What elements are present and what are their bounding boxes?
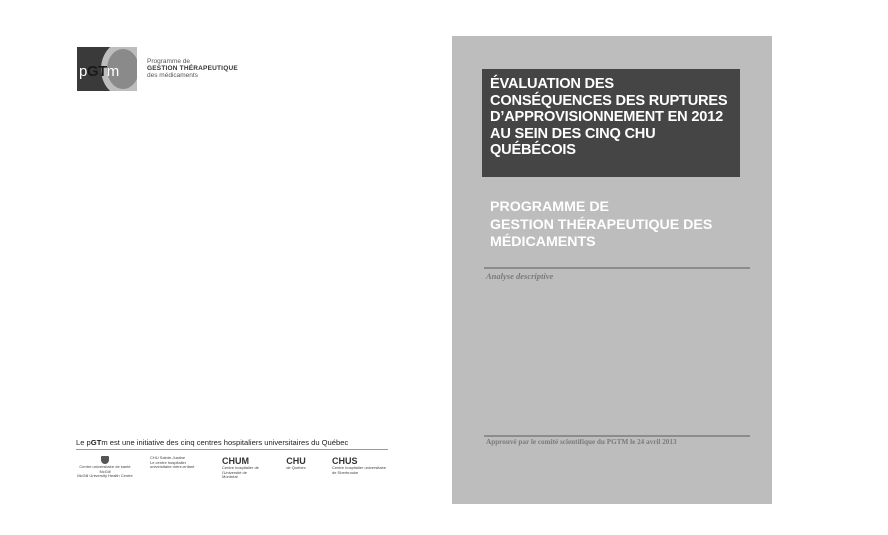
top-divider: [484, 267, 750, 269]
partner-logo-chum: CHUM Centre hospitalier de l'Université de Montréal: [222, 456, 259, 479]
analysis-type: Analyse descriptive: [486, 271, 554, 281]
report-cover: [452, 36, 772, 504]
logo-caption: [147, 58, 238, 79]
title-box: [482, 69, 740, 177]
logo-caption-line1: Programme de: [147, 58, 190, 65]
bottom-divider: [484, 435, 750, 437]
partner-logo-cusm: Centre universitaire de santé McGill McGill University Health Centre: [76, 456, 134, 482]
approval-note: Approuvé par le comité scientifique du PGTM le 24 avril 2013: [486, 438, 677, 446]
logo-caption-line3: des médicaments: [147, 72, 198, 79]
partner-logo-chus: CHUS Centre hospitalier universitaire de Sherbrooke: [332, 456, 387, 475]
partner-logo-sainte-justine: CHU Sainte-Justine Le centre hospitalier universitaire mère-enfant: [150, 455, 195, 469]
partner-logo-chu-quebec: CHU de Québec: [286, 456, 306, 470]
initiative-statement: Le pGTm est une initiative des cinq centres hospitaliers universitaires du Québec: [76, 438, 349, 447]
cusm-crest-icon: [101, 456, 109, 464]
report-title: ÉVALUATION DES CONSÉQUENCES DES RUPTURES D’APPROVISIONNEMENT EN 2012 AU SEIN DES CINQ CHU QUÉBÉCOIS: [490, 76, 728, 159]
logo-square: [77, 47, 137, 91]
logo-wordmark: pGTm: [79, 63, 119, 80]
pgtm-logo: [77, 47, 257, 91]
partner-logos: [76, 456, 388, 482]
initiative-divider: [76, 449, 388, 450]
subtitle-line3: MÉDICAMENTS: [490, 234, 596, 250]
subtitle-line2: GESTION THÉRAPEUTIQUE DES: [490, 216, 713, 233]
program-subtitle: [490, 199, 750, 252]
subtitle-line1: PROGRAMME DE: [490, 199, 610, 215]
logo-caption-line2: GESTION THÉRAPEUTIQUE: [147, 65, 238, 72]
